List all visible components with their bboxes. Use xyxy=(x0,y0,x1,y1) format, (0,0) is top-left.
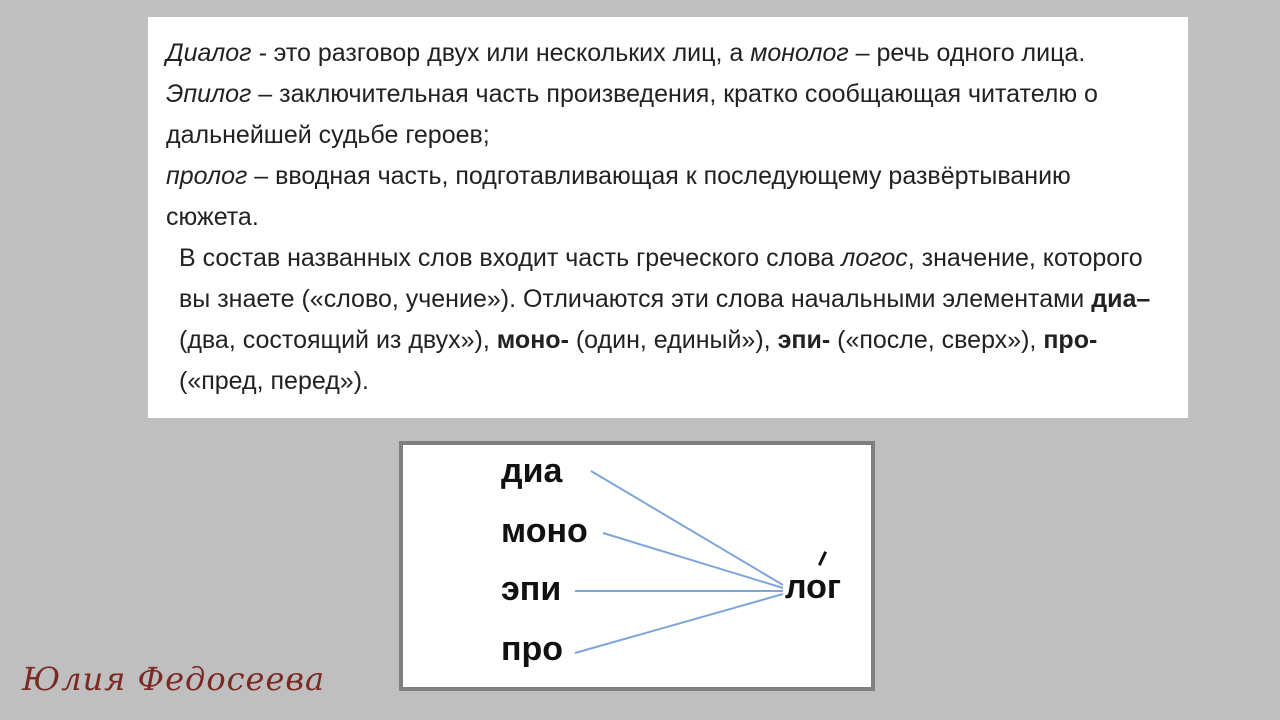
term-prolog: пролог xyxy=(166,162,248,190)
paragraph-prolog xyxy=(166,156,1170,238)
prefix-word-epi: эпи xyxy=(501,570,562,608)
text-span: («пред, перед»). xyxy=(179,367,369,395)
prefix-word-pro: про xyxy=(501,630,564,668)
prefix-pro: про- xyxy=(1043,326,1098,354)
word-formation-diagram xyxy=(399,441,875,691)
text-span: В состав названных слов входит часть греческого слова xyxy=(179,244,842,272)
text-span: («после, сверх»), xyxy=(830,326,1044,354)
text-span: – речь одного лица. xyxy=(848,39,1086,67)
prefix-word-dia: диа xyxy=(501,452,563,490)
author-signature: Юлия Федосеева xyxy=(22,660,326,698)
paragraph-definitions xyxy=(166,33,1170,156)
line-pro xyxy=(575,594,783,653)
term-dialog: Диалог - xyxy=(166,39,267,67)
prefix-dia: диа– xyxy=(1091,285,1151,313)
text-span: – заключительная часть произведения, кратко сообщающая читателю о дальнейшей судьбе героев; xyxy=(166,80,1098,149)
prefix-epi: эпи- xyxy=(777,326,831,354)
text-span: это разговор двух или нескольких лиц, а xyxy=(266,39,751,67)
line-mono xyxy=(603,533,783,588)
text-span: – вводная часть, подготавливающая к последующему развёртыванию сюжета. xyxy=(166,162,1071,231)
term-monolog: монолог xyxy=(750,39,849,67)
root-word-log: лог xyxy=(785,568,842,606)
term-logos: логос xyxy=(841,244,908,272)
prefix-word-mono: моно xyxy=(501,512,588,550)
text-span: , значение, которого вы знаете («слово, учение»). Отличаются эти слова начальными элементами xyxy=(179,244,1143,313)
diagram-lines xyxy=(403,445,871,687)
paragraph-etymology xyxy=(166,238,1170,402)
text-span: (один, единый»), xyxy=(568,326,778,354)
line-dia xyxy=(591,471,783,585)
prefix-mono: моно- xyxy=(496,326,569,354)
text-span: (два, состоящий из двух»), xyxy=(179,326,497,354)
text-card xyxy=(148,17,1188,418)
term-epilog: Эпилог xyxy=(166,80,252,108)
